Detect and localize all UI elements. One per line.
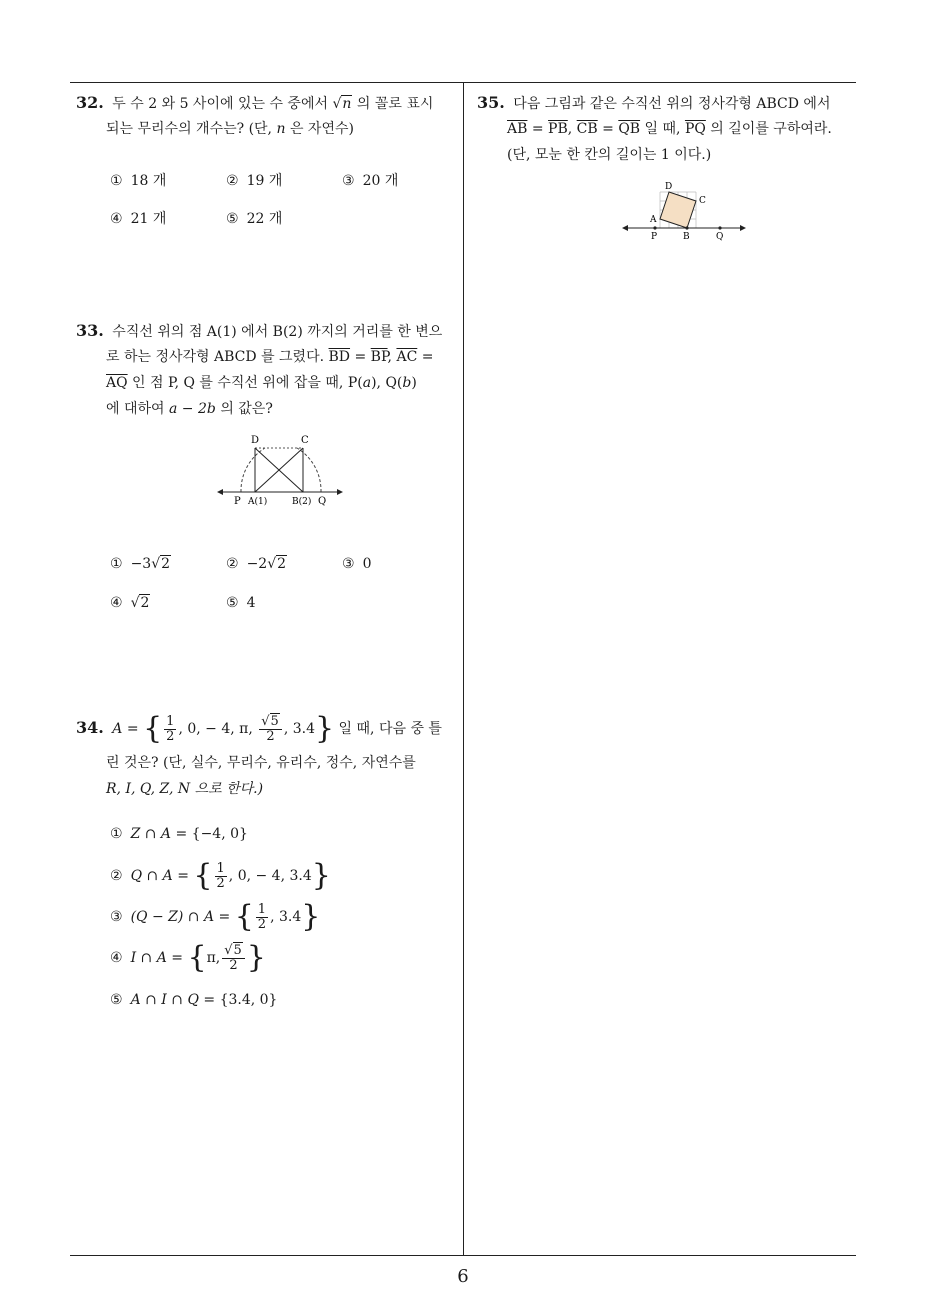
choice-4[interactable]: ④ √2: [110, 595, 150, 611]
choice-2[interactable]: ② 19 개: [226, 173, 283, 189]
question-text: 수직선 위의 점 A(1) 에서 B(2) 까지의 거리를 한 변으: [112, 324, 443, 340]
equals-sign: =: [531, 121, 544, 137]
question-text: 에 대하여: [106, 401, 165, 417]
comma: ,: [567, 121, 573, 137]
label-b2: B(2): [292, 497, 312, 507]
set-elements: , 0, − 4, π,: [178, 721, 253, 737]
question-text: 로 하는 정사각형 ABCD 를 그렸다.: [106, 349, 325, 365]
variable: n: [276, 121, 286, 137]
choice-5[interactable]: ⑤ A ∩ I ∩ Q = {3.4, 0}: [110, 992, 278, 1008]
label-b: B: [683, 232, 690, 242]
equals-sign: =: [354, 349, 367, 365]
page-number: 6: [457, 1266, 469, 1287]
fraction-root5: $\frac{√5}{2}$: [259, 715, 282, 744]
sqrt-expression: √n: [332, 96, 352, 112]
question-number: 32.: [76, 93, 104, 112]
segment-pb: $\overline{PB}$: [548, 121, 568, 137]
column-divider: [463, 82, 464, 1256]
question-text: R, I, Q, Z, N 으로 한다.): [106, 781, 264, 797]
label-a1: A(1): [248, 497, 268, 507]
segment-bp: $\overline{BP}$: [370, 349, 388, 365]
variable-a: a: [362, 375, 372, 391]
choice-4[interactable]: ④ I ∩ A = {π, $\frac{√5}{2}$ }: [110, 940, 266, 975]
choice-1[interactable]: ① −3√2: [110, 556, 171, 572]
question-text: 린 것은? (단, 실수, 무리수, 유리수, 정수, 자연수를: [106, 755, 416, 771]
segment-pq: $\overline{PQ}$: [684, 121, 706, 137]
set-name: A: [112, 721, 123, 737]
question-text: 일 때, 다음 중 틀: [338, 721, 442, 737]
label-d: D: [665, 182, 673, 192]
grid-square-figure: [620, 180, 750, 244]
question-text: ): [411, 375, 417, 391]
choice-3[interactable]: ③ 0: [342, 556, 372, 572]
label-a: A: [650, 215, 657, 225]
bottom-rule: [70, 1255, 856, 1256]
question-text: (단, 모눈 한 칸의 길이는 1 이다.): [507, 147, 712, 163]
equals-sign: =: [602, 121, 614, 137]
set-elements: , 3.4: [283, 721, 315, 737]
question-text: 의 길이를 구하여라.: [710, 121, 832, 137]
segment-cb: $\overline{CB}$: [576, 121, 598, 137]
label-c: C: [301, 435, 309, 446]
label-q: Q: [318, 496, 327, 507]
label-p: P: [651, 232, 658, 242]
choice-2[interactable]: ② −2√2: [226, 556, 287, 572]
left-brace: {: [143, 711, 163, 746]
right-brace: }: [315, 711, 335, 746]
question-number: 33.: [76, 321, 104, 340]
segment-aq: $\overline{AQ}$: [106, 375, 128, 391]
equals-sign: =: [126, 721, 139, 737]
choice-2[interactable]: ② Q ∩ A = { $\frac{1}{2}$ , 0, − 4, 3.4}: [110, 858, 331, 893]
fraction: $\frac{1}{2}$: [166, 713, 175, 744]
question-text: 인 점 P, Q 를 수직선 위에 잡을 때, P(: [132, 375, 363, 391]
choice-5[interactable]: ⑤ 4: [226, 595, 256, 611]
square-number-line-figure: [215, 430, 345, 510]
choice-3[interactable]: ③ (Q − Z) ∩ A = { $\frac{1}{2}$ , 3.4}: [110, 899, 321, 934]
choice-4[interactable]: ④ 21 개: [110, 211, 167, 227]
question-number: 34.: [76, 718, 104, 737]
variable-b: b: [402, 375, 412, 391]
question-text: 다음 그림과 같은 수직선 위의 정사각형 ABCD 에서: [513, 96, 831, 112]
segment-bd: $\overline{BD}$: [328, 349, 351, 365]
label-p: P: [234, 496, 241, 507]
question-text: ), Q(: [371, 375, 403, 391]
question-text: 두 수 2 와 5 사이에 있는 수 중에서: [112, 96, 329, 112]
comma: ,: [387, 349, 392, 365]
segment-ab: $\overline{AB}$: [507, 121, 528, 137]
equals-sign: =: [421, 349, 434, 365]
expression: a − 2b: [169, 401, 216, 417]
segment-ac: $\overline{AC}$: [396, 349, 418, 365]
question-number: 35.: [477, 93, 505, 112]
label-q: Q: [716, 232, 724, 242]
question-text: 일 때,: [644, 121, 681, 137]
question-text: 은 자연수): [289, 121, 354, 137]
question-text: 되는 무리수의 개수는? (단,: [106, 121, 273, 137]
choice-3[interactable]: ③ 20 개: [342, 173, 399, 189]
segment-qb: $\overline{QB}$: [618, 121, 641, 137]
label-c: C: [699, 196, 706, 206]
choice-1[interactable]: ① 18 개: [110, 173, 167, 189]
choice-5[interactable]: ⑤ 22 개: [226, 211, 283, 227]
choice-1[interactable]: ① Z ∩ A = {−4, 0}: [110, 826, 248, 842]
question-text: 의 값은?: [220, 401, 273, 417]
label-d: D: [251, 435, 260, 446]
question-text: 의 꼴로 표시: [356, 96, 434, 112]
